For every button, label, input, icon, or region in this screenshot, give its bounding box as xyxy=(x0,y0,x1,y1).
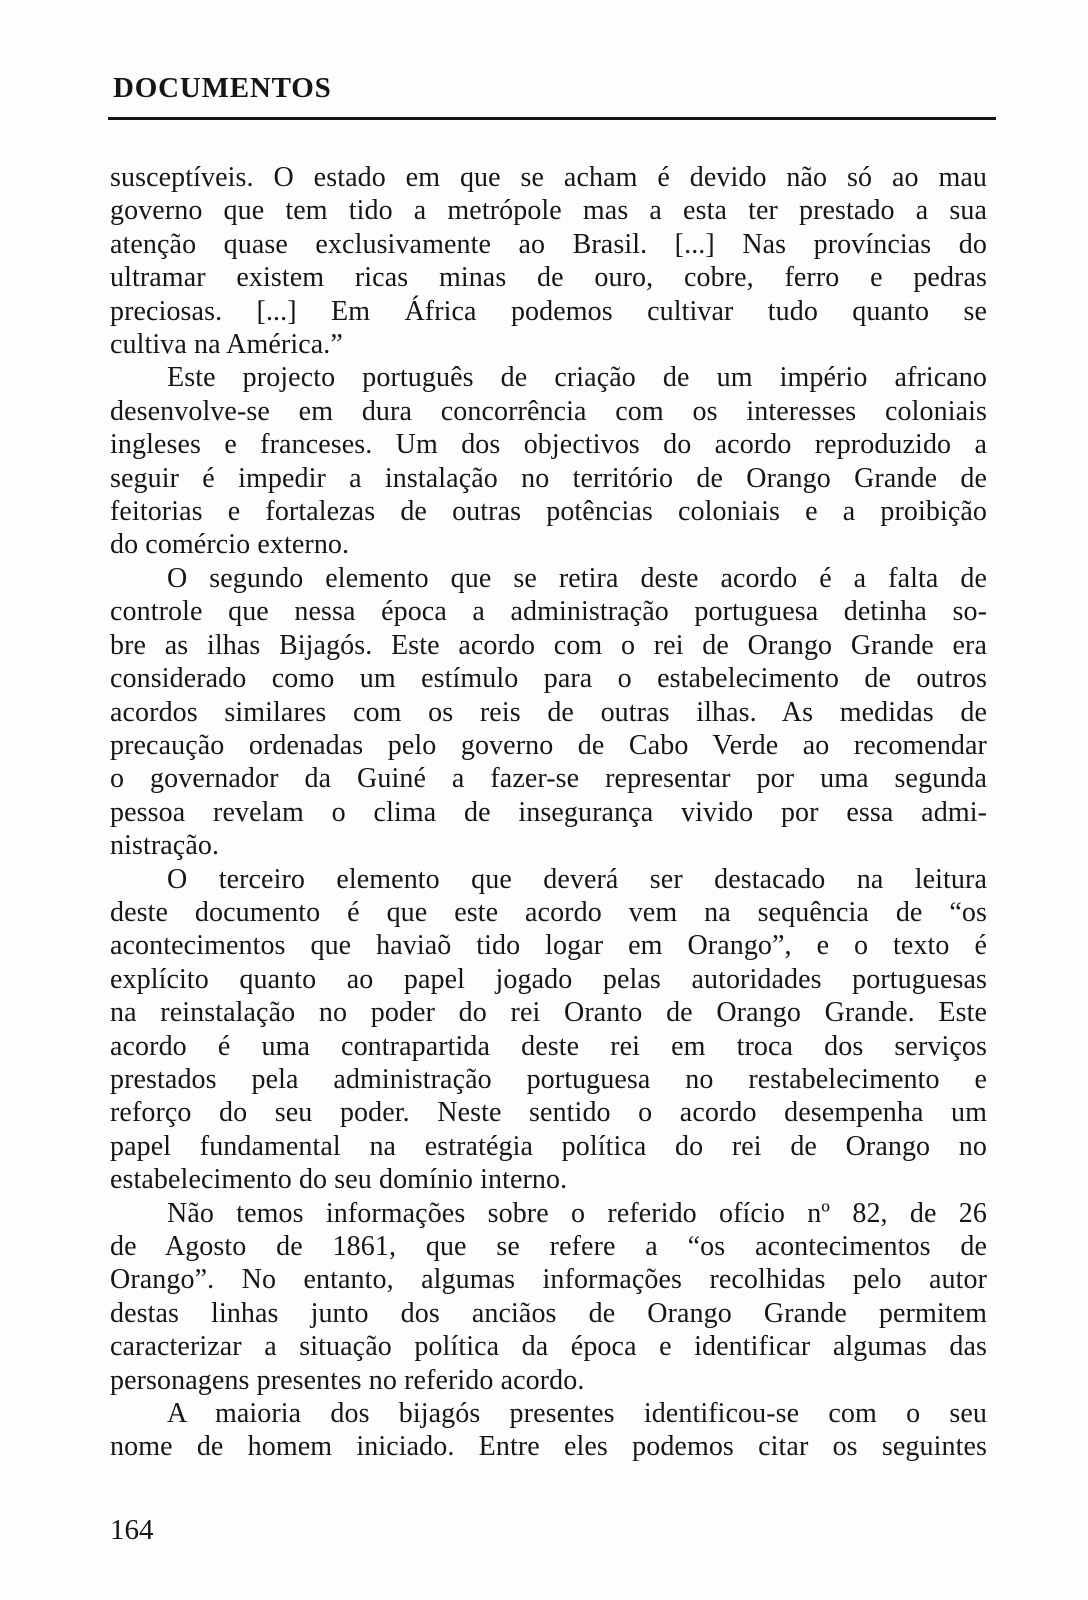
text-line: preciosas. [...] Em África podemos cultivar tudo quanto se xyxy=(110,295,987,327)
text-line: controle que nessa época a administração portuguesa detinha so- xyxy=(110,596,987,628)
text-line: governo que tem tido a metrópole mas a esta ter prestado a sua xyxy=(110,195,987,227)
text-line: do comércio externo. xyxy=(110,529,350,561)
running-header: DOCUMENTOS xyxy=(113,72,332,104)
paragraph xyxy=(110,1197,987,1397)
text-line: prestados pela administração portuguesa no restabelecimento e xyxy=(110,1063,987,1095)
text-line: Orango”. No entanto, algumas informações recolhidas pelo autor xyxy=(110,1264,987,1296)
text-line: A maioria dos bijagós presentes identificou-se com o seu xyxy=(167,1398,987,1430)
text-line: nome de homem iniciado. Entre eles podemos citar os seguintes xyxy=(110,1431,987,1463)
text-line: susceptíveis. O estado em que se acham é devido não só ao mau xyxy=(110,162,987,193)
text-line: bre as ilhas Bijagós. Este acordo com o rei de Orango Grande era xyxy=(110,629,987,661)
text-line: estabelecimento do seu domínio interno. xyxy=(110,1164,568,1196)
paragraph xyxy=(110,161,987,361)
text-line: considerado como um estímulo para o estabelecimento de outros xyxy=(110,663,987,695)
text-line: nistração. xyxy=(110,830,220,862)
text-line: precaução ordenadas pelo governo de Cabo Verde ao recomendar xyxy=(110,729,987,761)
paragraph xyxy=(110,1397,987,1464)
paragraph xyxy=(110,562,987,863)
text-line: papel fundamental na estratégia política do rei de Orango no xyxy=(110,1130,987,1162)
text-line: acontecimentos que haviaõ tido logar em Orango”, e o texto é xyxy=(110,930,987,962)
text-line: destas linhas junto dos anciãos de Orango Grande permitem xyxy=(110,1297,987,1329)
body-text xyxy=(110,161,987,1464)
text-line: desenvolve-se em dura concorrência com os interesses coloniais xyxy=(110,395,987,427)
header-rule xyxy=(108,117,996,120)
text-line: ultramar existem ricas minas de ouro, cobre, ferro e pedras xyxy=(110,262,987,294)
text-line: ingleses e franceses. Um dos objectivos do acordo reproduzido a xyxy=(110,429,987,461)
paragraph xyxy=(110,361,987,561)
text-line: acordo é uma contrapartida deste rei em troca dos serviços xyxy=(110,1030,987,1062)
text-line: de Agosto de 1861, que se refere a “os acontecimentos de xyxy=(110,1231,987,1262)
text-line: explícito quanto ao papel jogado pelas autoridades portuguesas xyxy=(110,963,987,995)
text-line: O terceiro elemento que deverá ser destacado na leitura xyxy=(167,863,987,895)
text-line: cultiva na América.” xyxy=(110,329,343,361)
text-line: seguir é impedir a instalação no território de Orango Grande de xyxy=(110,462,987,494)
text-line: atenção quase exclusivamente ao Brasil. [...] Nas províncias do xyxy=(110,228,987,260)
text-line: caracterizar a situação política da época e identificar algumas das xyxy=(110,1331,987,1363)
text-line: acordos similares com os reis de outras ilhas. As medidas de xyxy=(110,696,987,728)
text-line: feitorias e fortalezas de outras potências coloniais e a proibição xyxy=(110,496,987,528)
text-line: o governador da Guiné a fazer-se representar por uma segunda xyxy=(110,763,987,795)
page-number: 164 xyxy=(110,1514,154,1546)
text-line: Este projecto português de criação de um império africano xyxy=(167,362,987,394)
text-line: Não temos informações sobre o referido ofício nº 82, de 26 xyxy=(167,1197,987,1229)
text-line: pessoa revelam o clima de insegurança vivido por essa admi- xyxy=(110,796,987,828)
text-line: reforço do seu poder. Neste sentido o acordo desempenha um xyxy=(110,1097,987,1129)
paragraph xyxy=(110,863,987,1197)
text-line: deste documento é que este acordo vem na sequência de “os xyxy=(110,896,987,928)
text-line: O segundo elemento que se retira deste acordo é a falta de xyxy=(167,562,987,594)
text-line: na reinstalação no poder do rei Oranto de Orango Grande. Este xyxy=(110,997,987,1029)
text-line: personagens presentes no referido acordo. xyxy=(110,1364,585,1396)
